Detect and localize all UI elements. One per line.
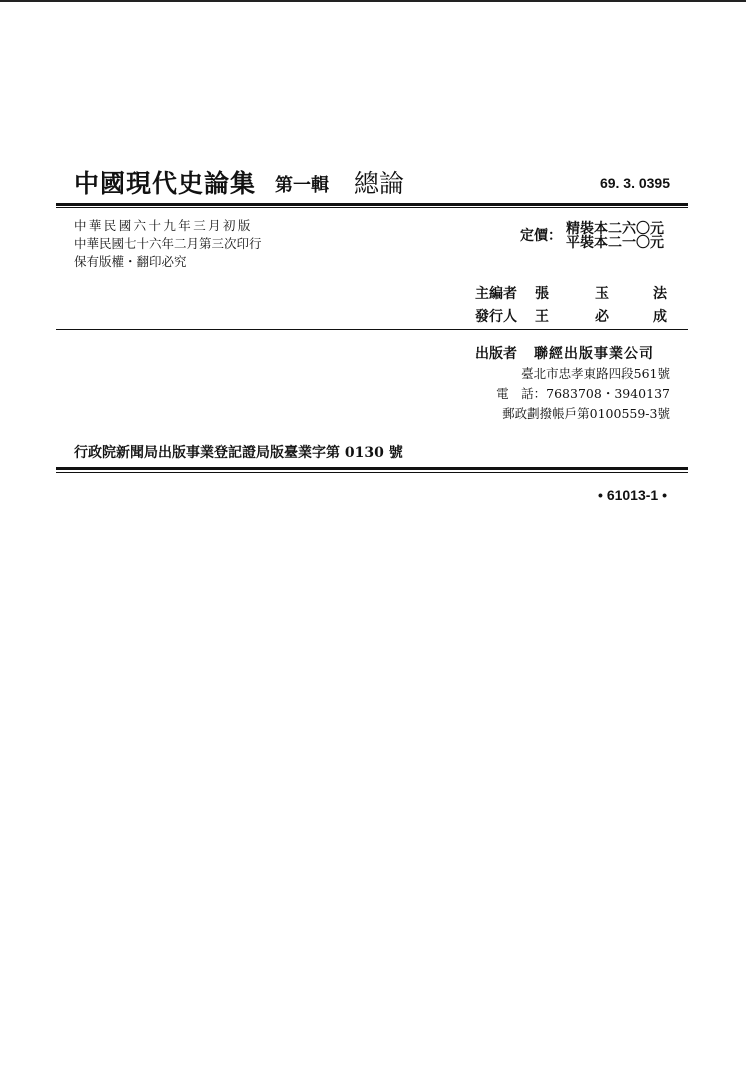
- header-rule-thick: [56, 203, 688, 206]
- issuer-name-char: 王: [535, 309, 549, 325]
- book-code: • 61013-1 •: [598, 487, 667, 503]
- credits-rule: [56, 329, 688, 330]
- volume-number: 第一輯: [275, 175, 329, 196]
- paperback-price: 平裝本二一〇元: [566, 235, 664, 251]
- book-subtitle: 總論: [354, 169, 405, 198]
- footer-rule-thick: [56, 467, 688, 470]
- third-printing-line: 中華民國七十六年二月第三次印行: [74, 236, 262, 251]
- publisher-name: 聯經出版事業公司: [534, 346, 654, 362]
- editor-label: 主編者: [475, 286, 517, 302]
- issuer-name-char: 成: [653, 309, 667, 325]
- publisher-label: 出版者: [475, 346, 517, 362]
- publisher-address: 臺北市忠孝東路四段561號: [521, 366, 670, 381]
- first-edition-line: 中華民國六十九年三月初版: [74, 218, 253, 233]
- header-rule-thin: [56, 207, 688, 208]
- catalog-number: 69. 3. 0395: [599, 175, 670, 191]
- book-title: 中國現代史論集: [74, 169, 257, 198]
- registration-statement: 行政院新聞局出版事業登記證局版臺業字第 0130 號: [74, 445, 403, 461]
- editor-name-char: 張: [535, 286, 549, 302]
- editor-name-char: 法: [653, 286, 667, 302]
- publisher-phone: 電 話：7683708・3940137: [496, 386, 670, 401]
- copyright-notice: 保有版權・翻印必究: [74, 254, 187, 269]
- hardcover-price: 精裝本二六〇元: [566, 221, 664, 237]
- top-edge-rule: [0, 0, 746, 2]
- footer-rule-thin: [56, 472, 688, 473]
- publisher-postal-account: 郵政劃撥帳戶第0100559-3號: [502, 406, 670, 421]
- issuer-label: 發行人: [475, 309, 517, 325]
- price-label: 定價：: [520, 228, 562, 244]
- issuer-name-char: 必: [595, 309, 609, 325]
- editor-name-char: 玉: [595, 286, 609, 302]
